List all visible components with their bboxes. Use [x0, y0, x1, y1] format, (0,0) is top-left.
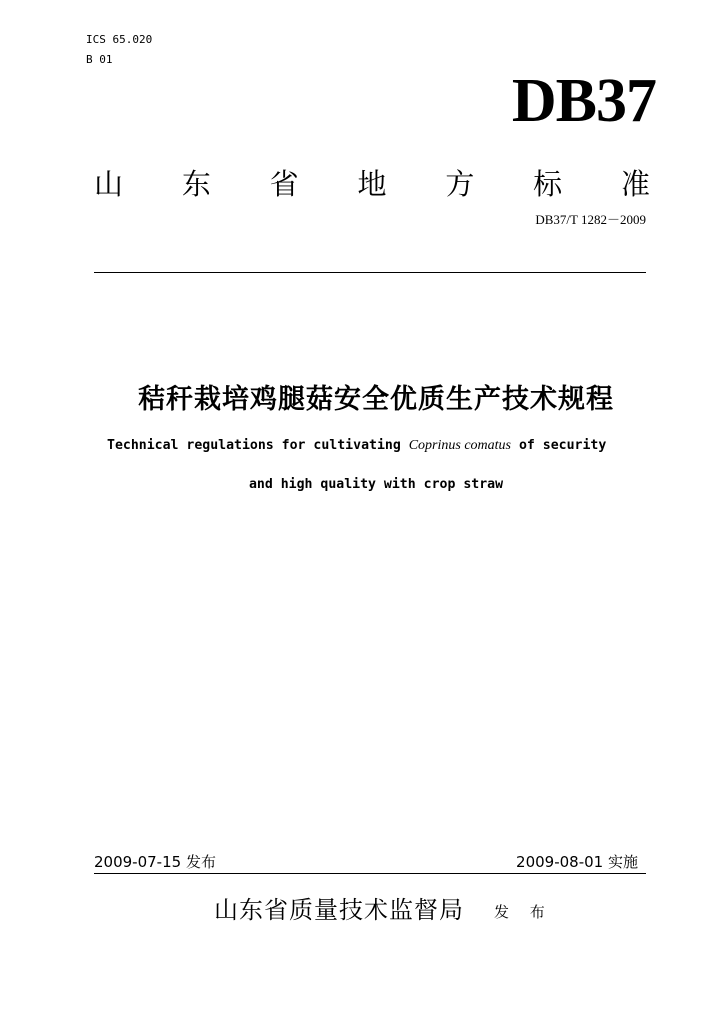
- standard-type-char: 地: [357, 167, 387, 201]
- title-english-part: Technical regulations for cultivating: [107, 438, 401, 453]
- issue-date: 2009-07-15 发布: [94, 853, 216, 871]
- standard-type-char: 山: [94, 167, 124, 201]
- implementation-date: 2009-08-01 实施: [516, 853, 638, 871]
- standard-type-heading: [94, 164, 650, 204]
- title-chinese: 秸秆栽培鸡腿菇安全优质生产技术规程: [138, 384, 614, 415]
- standard-type-char: 标: [533, 167, 563, 201]
- standard-type-char: 方: [445, 167, 475, 201]
- title-english-line-2: and high quality with crop straw: [248, 477, 504, 492]
- top-divider: [94, 272, 646, 273]
- bottom-divider: [94, 873, 646, 874]
- issue-verb: 发 布: [494, 903, 553, 921]
- standard-logo: DB37: [511, 67, 656, 135]
- issuing-authority: 山东省质量技术监督局: [214, 896, 464, 924]
- title-english-line-1: [107, 437, 667, 455]
- classification-code: B 01: [86, 53, 113, 66]
- standard-type-char: 准: [620, 167, 650, 201]
- ics-code: ICS 65.020: [86, 33, 153, 46]
- title-latin-name: Coprinus comatus: [408, 438, 512, 453]
- title-english-part: of security: [518, 438, 607, 453]
- standard-type-char: 省: [269, 167, 299, 201]
- standard-number: DB37/T 1282－2009: [535, 212, 646, 227]
- standard-type-char: 东: [181, 167, 211, 201]
